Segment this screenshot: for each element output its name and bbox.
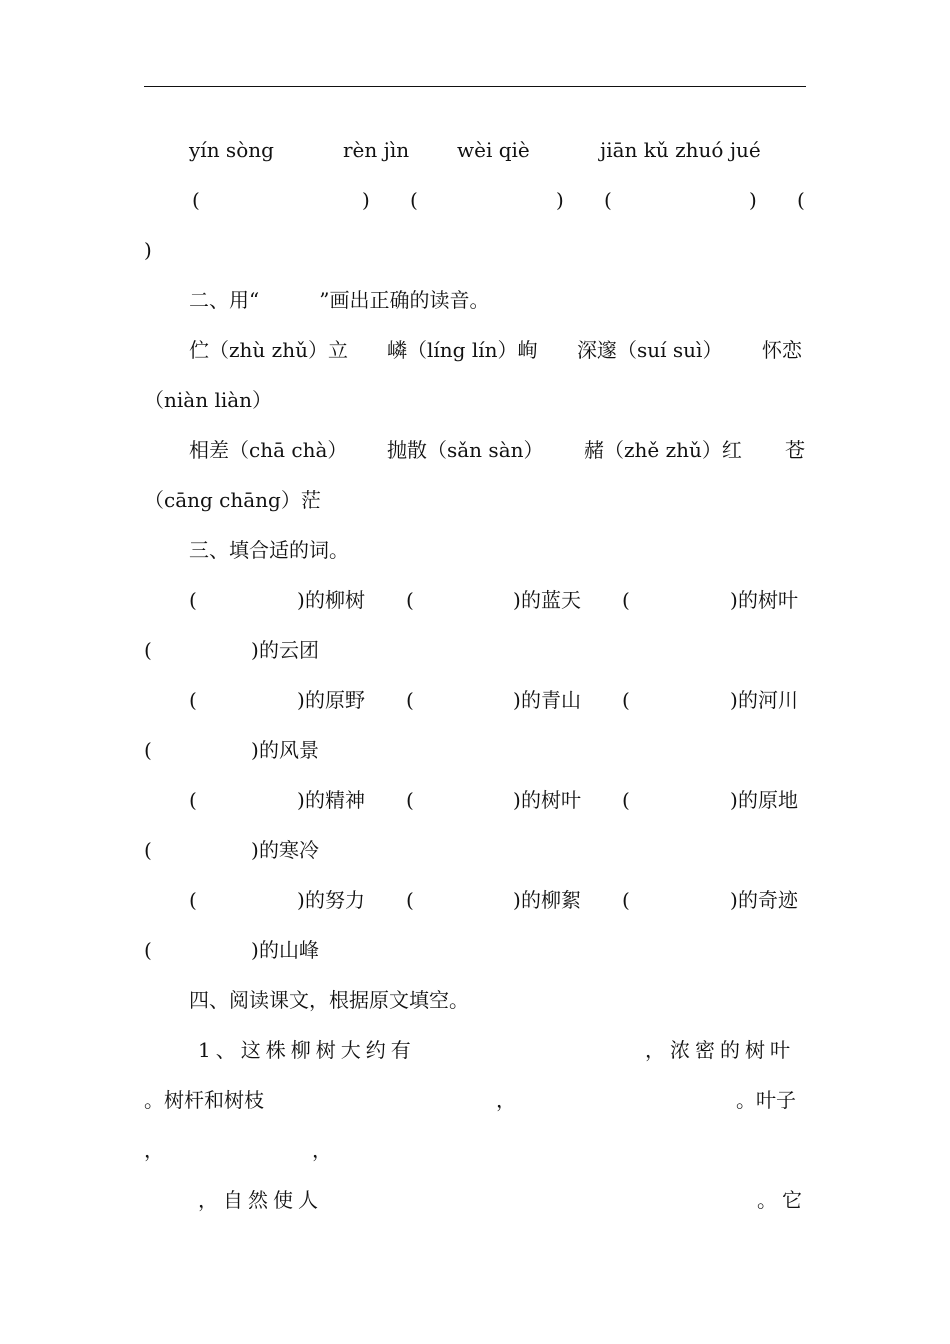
- s4-line1-a: 1、这株柳树大约有: [198, 1038, 416, 1062]
- s2-item-2: 嶙（líng lín）峋: [387, 338, 538, 362]
- s2-item-8-wrap: （cāng chāng）茫: [144, 488, 321, 512]
- fill-close: ): [513, 788, 521, 812]
- fill-word: 的努力: [305, 888, 365, 912]
- fill-word: 的原野: [305, 688, 365, 712]
- fill-word: 的青山: [521, 688, 581, 712]
- fill-close: ): [297, 588, 305, 612]
- s2-item-8: 苍: [785, 438, 805, 462]
- pinyin-3: wèi qiè: [457, 138, 530, 162]
- fill-close: ): [513, 888, 521, 912]
- paren-close-2: ): [556, 188, 564, 212]
- fill-close: ): [730, 588, 738, 612]
- fill-close: ): [730, 688, 738, 712]
- fill-open: (: [189, 788, 197, 812]
- fill-open: (: [144, 638, 152, 662]
- paren-open-3: (: [604, 188, 612, 212]
- fill-close: ): [297, 688, 305, 712]
- fill-open: (: [622, 888, 630, 912]
- s2-item-7: 赭（zhě zhǔ）红: [584, 438, 742, 462]
- fill-word: 的原地: [738, 788, 798, 812]
- s4-line2-b: ，: [496, 1088, 516, 1112]
- fill-close: ): [251, 638, 259, 662]
- pinyin-1: yín sòng: [189, 138, 274, 162]
- fill-open: (: [406, 788, 414, 812]
- fill-open: (: [622, 788, 630, 812]
- fill-open: (: [622, 688, 630, 712]
- fill-open: (: [406, 588, 414, 612]
- paren-close-3: ): [749, 188, 757, 212]
- fill-word: 的精神: [305, 788, 365, 812]
- fill-open: (: [622, 588, 630, 612]
- fill-word: 的云团: [259, 638, 319, 662]
- fill-word: 的河川: [738, 688, 798, 712]
- s2-item-4: 怀恋: [762, 338, 802, 362]
- s2-item-6: 抛散（sǎn sàn）: [387, 438, 544, 462]
- s4-line3-b: ，: [312, 1138, 332, 1162]
- section4-heading: 四、阅读课文，根据原文填空。: [189, 988, 469, 1012]
- fill-word: 的寒冷: [259, 838, 319, 862]
- paren-close-4: ): [144, 238, 152, 262]
- fill-open: (: [144, 938, 152, 962]
- s2-item-3: 深邃（suí suì）: [577, 338, 723, 362]
- pinyin-4: jiān kǔ zhuó jué: [600, 138, 761, 162]
- fill-word: 的蓝天: [521, 588, 581, 612]
- fill-word: 的山峰: [259, 938, 319, 962]
- fill-word: 的柳树: [305, 588, 365, 612]
- fill-open: (: [406, 688, 414, 712]
- s4-line4-b: 。它: [757, 1188, 807, 1212]
- s2-item-5: 相差（chā chà）: [189, 438, 348, 462]
- paren-open-1: (: [192, 188, 200, 212]
- s2-item-4-wrap: （niàn liàn）: [144, 388, 273, 412]
- header-rule: [144, 86, 806, 87]
- section2-heading: 二、用“ ”画出正确的读音。: [189, 288, 490, 312]
- fill-close: ): [251, 838, 259, 862]
- fill-close: ): [513, 588, 521, 612]
- fill-open: (: [144, 838, 152, 862]
- fill-close: ): [251, 738, 259, 762]
- fill-word: 的树叶: [738, 588, 798, 612]
- fill-word: 的奇迹: [738, 888, 798, 912]
- paren-open-4: (: [797, 188, 805, 212]
- section3-heading: 三、填合适的词。: [189, 538, 349, 562]
- fill-close: ): [251, 938, 259, 962]
- paren-open-2: (: [410, 188, 418, 212]
- fill-close: ): [297, 888, 305, 912]
- fill-open: (: [406, 888, 414, 912]
- fill-close: ): [730, 888, 738, 912]
- s4-line3-a: ，: [144, 1138, 164, 1162]
- s4-line4-a: ，自然使人: [198, 1188, 323, 1212]
- fill-open: (: [144, 738, 152, 762]
- s4-line1-b: ，浓密的树叶: [645, 1038, 795, 1062]
- fill-word: 的树叶: [521, 788, 581, 812]
- fill-close: ): [730, 788, 738, 812]
- fill-word: 的柳絮: [521, 888, 581, 912]
- fill-close: ): [297, 788, 305, 812]
- s4-line2-a: 。树杆和树枝: [144, 1088, 264, 1112]
- fill-open: (: [189, 688, 197, 712]
- fill-open: (: [189, 888, 197, 912]
- s2-item-1: 伫（zhù zhǔ）立: [189, 338, 348, 362]
- pinyin-2: rèn jìn: [343, 138, 410, 162]
- fill-open: (: [189, 588, 197, 612]
- paren-close-1: ): [362, 188, 370, 212]
- fill-word: 的风景: [259, 738, 319, 762]
- fill-close: ): [513, 688, 521, 712]
- s4-line2-c: 。叶子: [736, 1088, 796, 1112]
